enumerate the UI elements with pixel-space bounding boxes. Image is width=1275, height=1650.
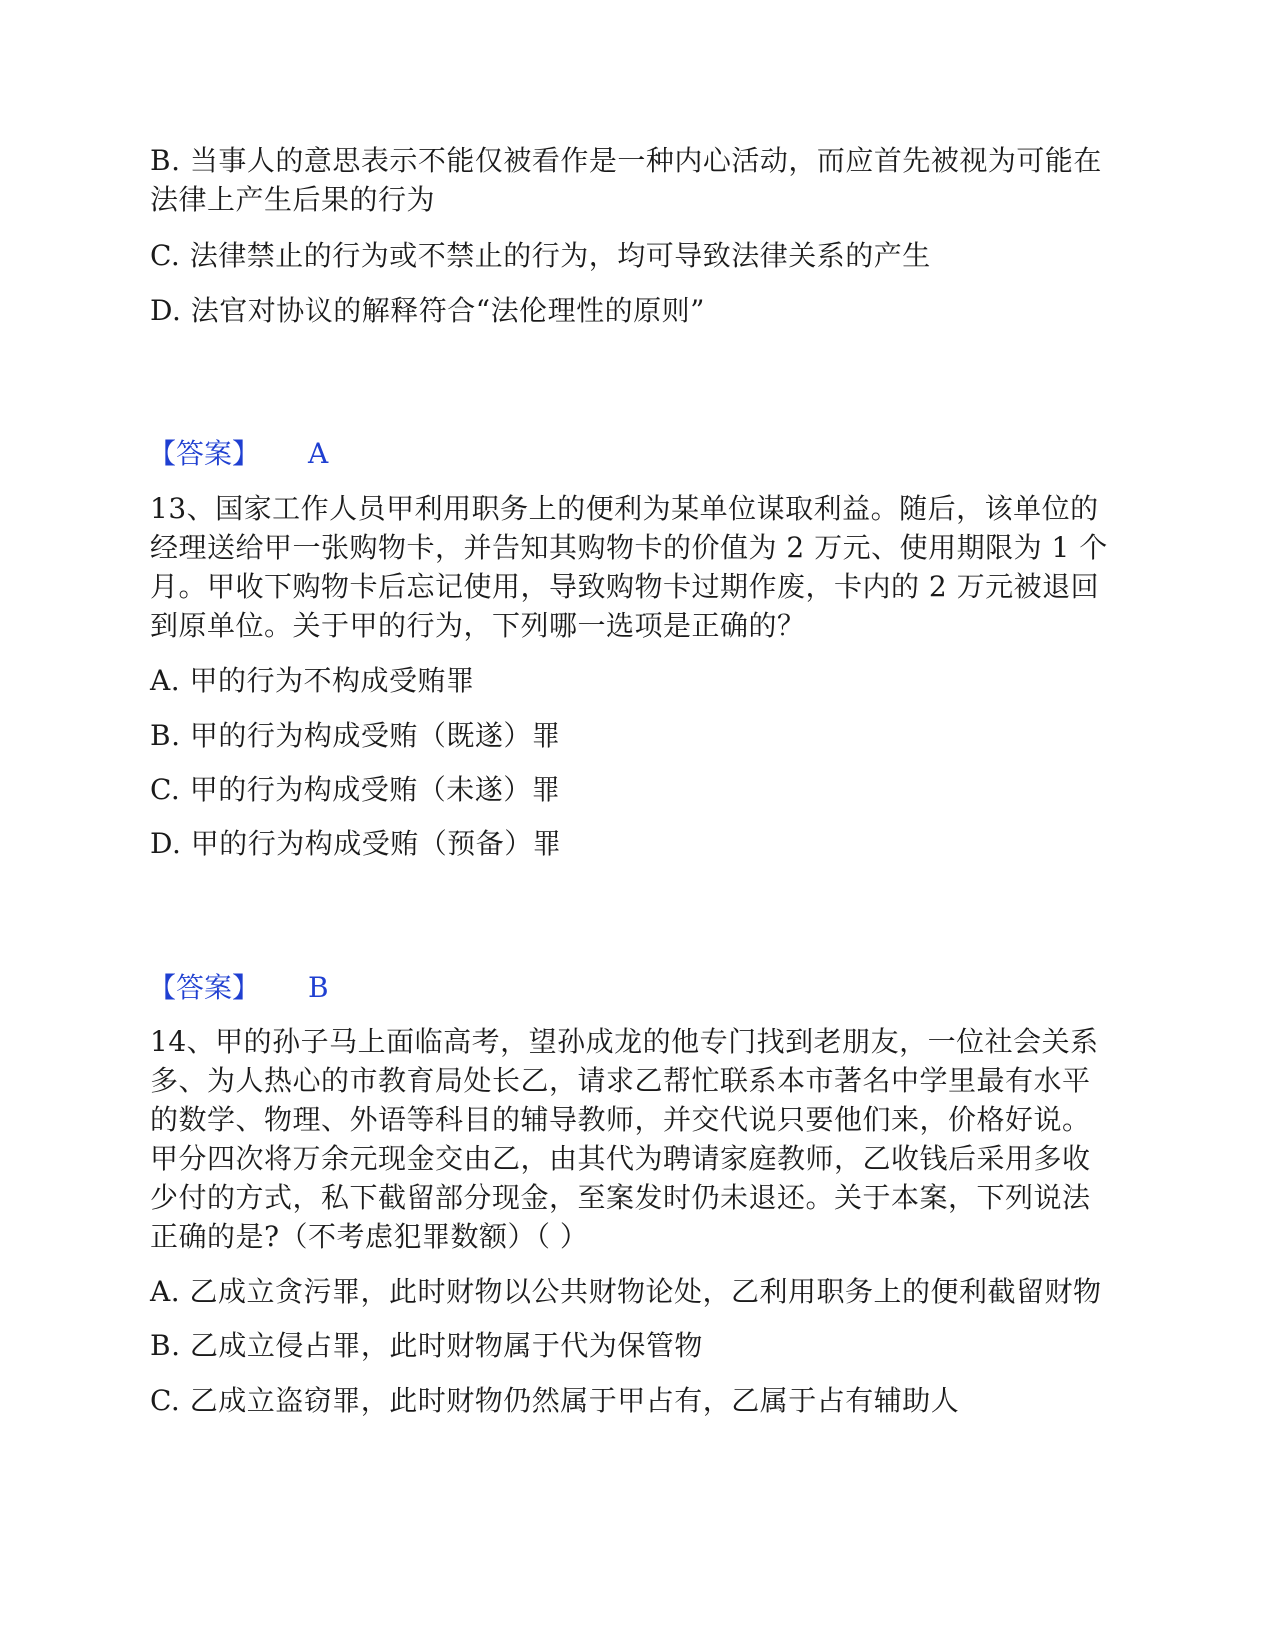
q13-option-b: B. 甲的行为构成受贿（既遂）罪 [150,719,561,752]
q14-stem-line4: 甲分四次将万余元现金交由乙，由其代为聘请家庭教师，乙收钱后采用多收 [150,1142,1091,1175]
q13-option-a: A. 甲的行为不构成受贿罪 [150,664,475,697]
answer-12 [148,434,328,474]
answer-label: 【答案】 [148,437,261,470]
q14-stem-line1: 14、甲的孙子马上面临高考，望孙成龙的他专门找到老朋友，一位社会关系 [150,1025,1099,1058]
q14-stem-line5: 少付的方式，私下截留部分现金，至案发时仍未退还。关于本案，下列说法 [150,1181,1091,1214]
q13-stem-line1: 13、国家工作人员甲利用职务上的便利为某单位谋取利益。随后，该单位的 [150,492,1099,525]
q13-option-d: D. 甲的行为构成受贿（预备）罪 [150,827,562,860]
q12-option-d: D. 法官对协议的解释符合“法伦理性的原则” [150,294,705,327]
q13-stem-line4: 到原单位。关于甲的行为，下列哪一选项是正确的？ [150,609,806,642]
answer-value: A [308,437,329,470]
q13-stem-line2: 经理送给甲一张购物卡，并告知其购物卡的价值为 2 万元、使用期限为 1 个 [150,531,1108,564]
answer-value: B [308,971,329,1004]
q13-option-c: C. 甲的行为构成受贿（未遂）罪 [150,773,561,806]
q14-option-c: C. 乙成立盗窃罪，此时财物仍然属于甲占有，乙属于占有辅助人 [150,1384,960,1417]
q14-stem-line3: 的数学、物理、外语等科目的辅导教师，并交代说只要他们来，价格好说。 [150,1103,1091,1136]
q14-stem-line2: 多、为人热心的市教育局处长乙，请求乙帮忙联系本市著名中学里最有水平 [150,1064,1091,1097]
q12-option-b-line2: 法律上产生后果的行为 [150,183,436,216]
q14-stem-line6: 正确的是?（不考虑犯罪数额）（ ） [150,1220,589,1253]
q13-stem-line3: 月。甲收下购物卡后忘记使用，导致购物卡过期作废，卡内的 2 万元被退回 [150,570,1100,603]
answer-13 [148,968,329,1008]
q12-option-c: C. 法律禁止的行为或不禁止的行为，均可导致法律关系的产生 [150,239,931,272]
q14-option-b: B. 乙成立侵占罪，此时财物属于代为保管物 [150,1329,703,1362]
q12-option-b-line1: B. 当事人的意思表示不能仅被看作是一种内心活动，而应首先被视为可能在 [150,144,1102,177]
q14-option-a: A. 乙成立贪污罪，此时财物以公共财物论处，乙利用职务上的便利截留财物 [150,1275,1102,1308]
answer-label: 【答案】 [148,971,261,1004]
